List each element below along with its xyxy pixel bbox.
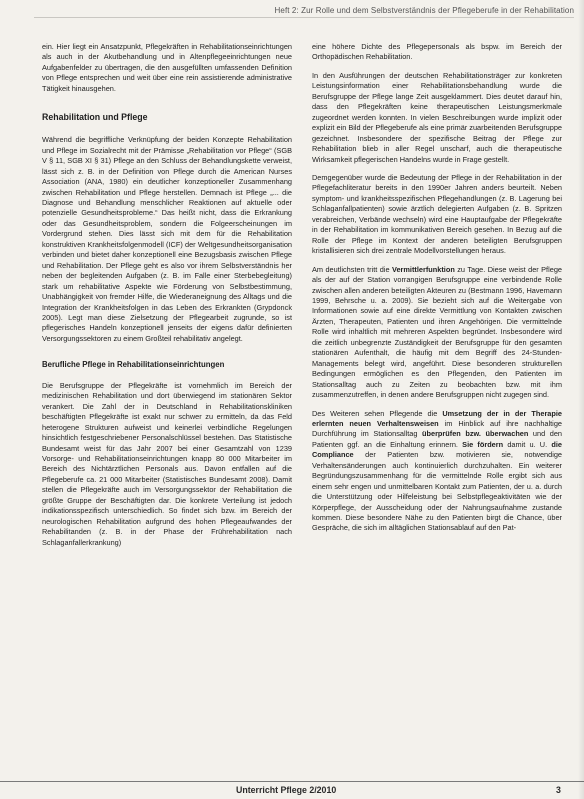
section-heading-berufliche-pflege: Berufliche Pflege in Rehabilitationseinrichtungen [42,360,225,370]
emphasis-vermittlerfunktion: Vermittlerfunktion [391,264,455,274]
text-run: der Patienten bzw. motivieren sie, notwendige Verhaltensänderungen auch kontinuierlich durchzuhalten. Ein weiterer Begründungszusammenhang für die vermittelnde Rolle ergibt sich aus einem sehr engen und unmittelbaren Kontakt zum Patienten, der u. a. durch die Unterstützung oder Hilfeleistung bei Selbstpflegeaktivitäten wie der Körperpflege, der Ausscheidung oder der Nahrungsaufnahme zustande kommen. Diese besondere Nähe zu den Patienten birgt die Chance, über Gespräche, die sich im alltäglichen Stationsablauf auf den Pat- [312,450,562,533]
left-column [42,42,292,556]
text-run: zu Tage. Diese weist der Pflege als der auf der Station vorrangigen Berufsgruppe eine verbindende Rolle zwischen allen anderen beteiligten Akteuren zu (Bestmann 1996, Havemann 1999, Behrsche u. a. 2009). Sie bezieht sich auf die Weitergabe von Informationen sowie auf eine direkte Vermittlung von Kontakten zwischen Ärzten, Therapeuten, Patienten und ihren Angehörigen. Die vermittelnde Rolle wird inhaltlich mit mehreren Aspekten begründet. Insbesondere wird die zeitlich unbegrenzte Zuständigkeit der Berufsgruppe für den gesamten stationären Aufenthalt, die häufig mit dem Begriff des 24-Stunden-Managements belegt wird, angeführt. Diese besonderen strukturellen Bedingungen ermöglichen es den Pflegenden, den Patienten im Stationsalltag auch zu Zeiten zu beobachten bzw. mit ihm zusammenzutreffen, in denen andere Berufsgruppen nicht zugegen sind. [312,264,562,400]
right-paragraph-2: In den Ausführungen der deutschen Rehabilitationsträger zur konkreten Leistungsinformation einer Rehabilitationsbehandlung wurde die Berufsgruppe der Pflege lange Zeit ausgeklammert. Dies deutet darauf hin, dass den Pflegekräften keine therapeutischen Leistungsmerkmale zugeordnet werden konnten. In vielen Beschreibungen wurde implizit oder explizit ein Bild der Pflegeberufe als eine primär zuarbeitenden Berufsgruppe gezeichnet. Insbesondere der spezifische Beitrag der Pflege zur Rehabilitation blieb in aller Regel unscharf, auch die therapeutische Wirksamkeit pflegerischen Handelns wurde in Frage gestellt. [312,70,562,164]
page-fold-shadow [578,0,584,799]
right-paragraph-5 [312,409,562,534]
emphasis-compliance: die Compliance [312,439,562,460]
emphasis-ueberpruefen: überprüfen bzw. überwachen [422,429,529,439]
section-heading-rehabilitation-pflege: Rehabilitation und Pflege [42,112,148,123]
page-number: 3 [556,785,561,795]
text-run: im Hinblick auf ihre nachhaltige Durchführung im Stationsalltag [312,418,562,439]
page-footer [0,781,584,798]
emphasis-sie-foerdern: Sie fördern [462,439,504,449]
left-paragraph-1: ein. Hier liegt ein Ansatzpunkt, Pflegekräften in Rehabilitationseinrichtungen als auch in der Akutbehandlung und in Altenpflegeeinrichtungen neue Aufgabenfelder zu übertragen, die den ausgefüllten umfassenden Definition von Pflege entsprechen und weit über eine rein assistierende administrative Tätigkeit hinausgehen. [42,42,292,93]
text-run: Des Weiteren sehen Pflegende die [312,408,443,418]
right-column [312,42,562,542]
running-title: Heft 2: Zur Rolle und dem Selbstverständnis der Pflegeberufe in der Rehabilitation [274,6,574,15]
text-run: damit u. U. [503,439,552,449]
left-paragraph-2: Während die begriffliche Verknüpfung der beiden Konzepte Rehabilitation und Pflege im Sozialrecht mit der Prämisse „Rehabilitation vor Pflege“ (SGB V § 11, SGB XI § 31) Pflege an den Schluss der Behandlungskette verweist, lässt sich z. B. in der Definition von Pflege durch die American Nurses Association (ANA, 1980) ein deutlicher konzeptioneller Zusammenhang zwischen Rehabilitation und Pflege herstellen. Demnach ist Pflege „... die Diagnose und Behandlung menschlicher Reaktionen auf aktuelle oder potenzielle Gesundheitsprobleme.“ Das heißt nicht, dass die Erkrankung oder das Gesundheitsproblem, sondern die Folgeerscheinungen im Vordergrund stehen. Dies lässt sich mit dem für die Rehabilitation konstruktiven Krankheitsfolgenmodell (ICF) der Weltgesundheitsorganisation verbinden und bietet daher konzeptionell eine Bezugsbasis zwischen Pflege und Rehabilitation. Der Pflege geht es also vor ihrem Selbstverständnis her neben der begleitenden Aufgaben (z. B. im Falle einer Sterbebegleitung) stark um rehabilitative Aspekte wie Förderung von Selbstbestimmung, Unabhängigkeit von fremder Hilfe, die Wiederaneignung des Alltags und die Integration der Krankheitsfolgen in das Leben des Erkrankten (Grypdonck 2005). Legt man diese Zielsetzung der Pflegearbeit zugrunde, so ist pflegerisches Handeln konzeptionell jenseits der eigens dafür definierten Versorgungssektoren zu einem Großteil rehabilitativ angelegt. [42,135,292,343]
right-paragraph-1: eine höhere Dichte des Pflegepersonals als bspw. im Bereich der Orthopädischen Rehabilitation. [312,42,562,62]
text-run: und den Patienten ggf. an die Einhaltung erinnern. [312,429,562,449]
left-paragraph-3: Die Berufsgruppe der Pflegekräfte ist vornehmlich im Bereich der medizinischen Rehabilitation und dort überwiegend im stationären Sektor verankert. Die Zahl der in Deutschland in Rehabilitationskliniken beschäftigten Pflegekräfte ist exakt nur schwer zu ermitteln, da das Feld heterogene Strukturen aufweist und keinerlei verbindliche Regelungen hinsichtlich festgeschriebener Personalschlüssel bestehen. Das Statistische Bundesamt weist für das Jahr 2007 bei einer Gesamtzahl von 1239 Vorsorge- und Rehabilitationseinrichtungen knapp 80 000 Mitarbeiter im Bereich des Nichtärztlichen Personals aus. Davon entfallen auf die Pflegeberufe ca. 21 000 Mitarbeiter (Statistisches Bundesamt 2008). Damit stellen die Pflegekräfte auch im Versorgungssektor der Rehabilitation die größte Gruppe der Beschäftigten dar. Die konkrete Verteilung ist jedoch indikationsspezifisch unterschiedlich. So findet sich bzw. im Bereich der neurologischen Rehabilitation aufgrund des hohen Pflegeaufwandes der Rehabilitanden (z. B. in der Phase der Frührehabilitation nach Schlaganfallerkrankung) [42,380,292,547]
right-paragraph-3: Demgegenüber wurde die Bedeutung der Pflege in der Rehabilitation in der Pflegefachliteratur bereits in den 1990er Jahren anders beurteilt. Neben symptom- und krankheitsspezifischen Pflegehandlungen (z. B. Lagerung bei Schlaganfallpatienten) sowie ärztlich delegierten Aufgaben (z. B. Spritzen verabreichen, Verbände wechseln) wird eine Hauptaufgabe der Pflegekräfte in der Rehabilitation im kommunikativen Bereich gesehen. In Bezug auf die Rolle der Pflege im Kontext der anderen beteiligten Berufsgruppen kristallisieren sich drei zentrale Modellvorstellungen heraus. [312,172,562,256]
journal-name: Unterricht Pflege 2/2010 [236,785,337,795]
emphasis-umsetzung: Umsetzung der in der Therapie erlernten neuen Verhaltensweisen [312,408,562,428]
right-paragraph-4 [312,265,562,401]
running-header [34,6,574,18]
text-run: Am deutlichsten tritt die [312,264,392,274]
